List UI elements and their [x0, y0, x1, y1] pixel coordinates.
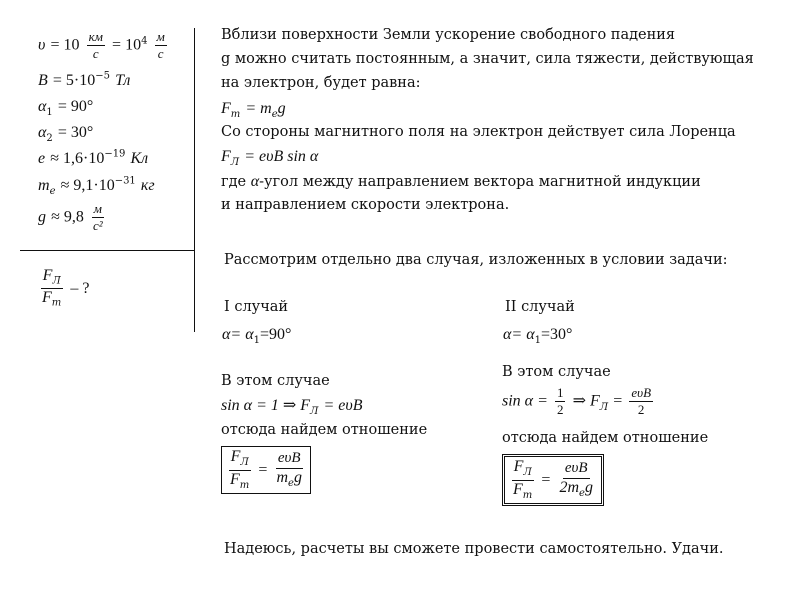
case2-title: II случай — [505, 299, 575, 315]
case1-in-case: В этом случае — [221, 373, 330, 389]
case1-sin-eq: sin α = 1 ⇒ $F_Л = e\upsilon B$ — [221, 397, 363, 418]
given-electron-mass: $m_e \approx 9,1\cdot 10^{-31}$ кг — [38, 175, 155, 198]
gravity-force-formula: $F_т = m_eg$ — [221, 100, 286, 121]
given-divider-vertical — [194, 28, 195, 332]
given-charge: $e \approx 1,6\cdot 10^{-19}$ Кл — [38, 148, 149, 167]
given-divider-horizontal — [20, 250, 194, 251]
given-alpha1: $\alpha_1 = 90^\circ$ — [38, 98, 94, 119]
solution-line-5: где α-угол между направлением вектора магнитной индукции — [221, 173, 701, 190]
given-gravity: g ≈ 9,8 $\frac{м}{\text{с²}}$ — [38, 201, 103, 233]
find-ratio: $\frac{F_Л}{F_т}$ – ? — [42, 267, 90, 309]
case1-alpha-eq: $\alpha= \alpha_1=90^\circ$ — [222, 326, 292, 347]
case1-title: I случай — [224, 299, 289, 315]
solution-line-3: на электрон, будет равна: — [221, 75, 421, 91]
solution-line-4: Со стороны магнитного поля на электрон действует сила Лоренца — [221, 124, 736, 140]
solution-line-1: Вблизи поверхности Земли ускорение свободного падения — [221, 27, 676, 43]
solution-line-7: Рассмотрим отдельно два случая, изложенных в условии задачи: — [224, 252, 728, 268]
given-induction: $B = 5\cdot 10^{-5}$ Тл — [38, 70, 131, 89]
given-alpha2: $\alpha_2 = 30^\circ$ — [38, 124, 94, 145]
case2-in-case: В этом случае — [502, 364, 611, 380]
case2-find-ratio: отсюда найдем отношение — [502, 430, 709, 446]
case2-alpha-eq: $\alpha= \alpha_1=30^\circ$ — [503, 326, 573, 347]
closing-line: Надеюсь, расчеты вы сможете провести самостоятельно. Удачи. — [224, 541, 724, 557]
case2-ratio-box: $\frac{F_Л}{F_т}$ = $\frac{\text{eυB}}{2m_eg}$ — [502, 454, 604, 506]
lorentz-force-formula: $F_Л = e\upsilon B$ sin α — [221, 148, 319, 169]
solution-line-6: и направлением скорости электрона. — [221, 197, 510, 213]
case1-ratio-box: $\frac{F_Л}{F_т}$ = $\frac{\text{eυB}}{m_eg}$ — [221, 446, 311, 494]
case1-find-ratio: отсюда найдем отношение — [221, 422, 428, 438]
given-velocity: υ = 10 $\frac{км}{с}$ = $10^4$ $\frac{м}{с}$ — [38, 29, 165, 61]
solution-line-2: g можно считать постоянным, а значит, сила тяжести, действующая — [221, 51, 754, 67]
case2-sin-eq: sin α = $\frac{1}{2}$ ⇒ $F_Л$ = $\frac{\text{eυB}}{2}$ — [502, 385, 652, 417]
